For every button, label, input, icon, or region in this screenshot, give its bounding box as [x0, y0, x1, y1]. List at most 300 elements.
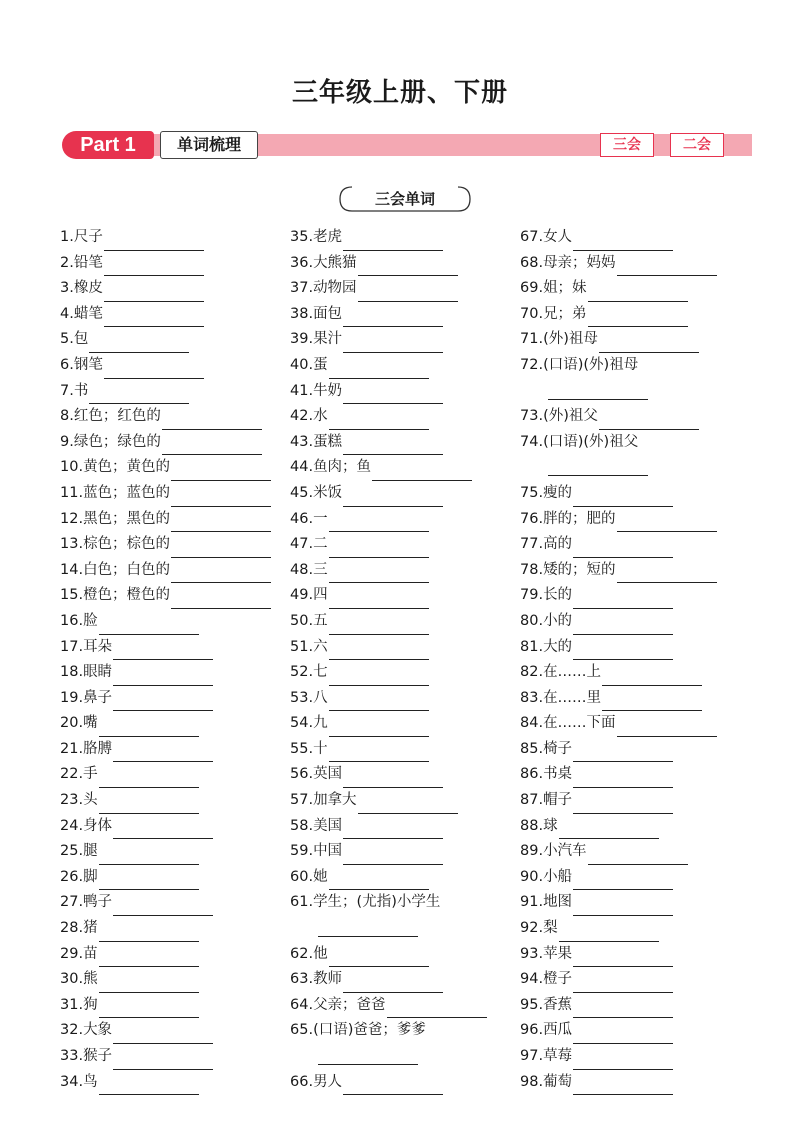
- answer-blank[interactable]: [89, 335, 189, 353]
- vocab-item: [520, 609, 770, 635]
- answer-blank[interactable]: [343, 335, 443, 353]
- vocab-number: 5.: [60, 331, 74, 348]
- answer-blank[interactable]: [329, 719, 429, 737]
- vocab-number: 53.: [290, 689, 314, 706]
- vocab-item: [290, 430, 540, 456]
- vocab-word: 书桌: [543, 766, 573, 783]
- vocab-item: [520, 993, 770, 1019]
- vocab-number: 22.: [60, 766, 84, 783]
- vocab-item: [520, 404, 770, 430]
- vocab-number: 55.: [290, 740, 314, 757]
- vocab-item: [60, 993, 310, 1019]
- vocab-number: 6.: [60, 356, 74, 373]
- vocab-item: [60, 225, 310, 251]
- vocab-item: [520, 481, 770, 507]
- answer-blank[interactable]: [573, 1077, 673, 1095]
- vocab-item: [290, 558, 540, 584]
- vocab-word: 地图: [543, 894, 573, 911]
- answer-blank[interactable]: [329, 744, 429, 762]
- answer-blank[interactable]: [599, 412, 699, 430]
- answer-blank[interactable]: [329, 642, 429, 660]
- answer-blank[interactable]: [387, 1000, 487, 1018]
- answer-blank[interactable]: [162, 412, 262, 430]
- vocab-word: 猪: [83, 920, 98, 937]
- answer-blank[interactable]: [329, 617, 429, 635]
- vocab-number: 60.: [290, 868, 314, 885]
- vocab-number: 84.: [520, 715, 544, 732]
- vocab-number: 21.: [60, 740, 84, 757]
- vocab-word: 香蕉: [543, 996, 573, 1013]
- answer-blank[interactable]: [573, 898, 673, 916]
- answer-blank[interactable]: [343, 437, 443, 455]
- vocab-word: 红色；红色的: [73, 408, 161, 425]
- vocab-word: 五: [313, 612, 328, 629]
- vocab-word: 四: [313, 587, 328, 604]
- answer-blank[interactable]: [617, 258, 717, 276]
- answer-blank[interactable]: [358, 284, 458, 302]
- vocab-word: 在……里: [543, 689, 602, 706]
- answer-blank[interactable]: [171, 591, 271, 609]
- vocab-item: [290, 379, 540, 405]
- answer-blank[interactable]: [343, 309, 443, 327]
- vocab-number: 19.: [60, 689, 84, 706]
- vocab-word: 教师: [313, 971, 343, 988]
- answer-blank[interactable]: [372, 463, 472, 481]
- vocab-number: 45.: [290, 484, 314, 501]
- vocab-word: 动物园: [313, 280, 357, 297]
- vocab-item: [60, 583, 310, 609]
- vocab-word: 二: [313, 536, 328, 553]
- level-tag-three: 三会: [600, 133, 654, 157]
- vocab-number: 30.: [60, 971, 84, 988]
- vocab-item: [60, 609, 310, 635]
- vocab-item: [520, 251, 770, 277]
- vocab-number: 14.: [60, 561, 84, 578]
- vocab-item: [290, 737, 540, 763]
- answer-blank[interactable]: [617, 719, 717, 737]
- vocab-word: 蛋糕: [313, 433, 343, 450]
- answer-blank[interactable]: [343, 770, 443, 788]
- subheading: [338, 185, 472, 213]
- vocab-item: [520, 737, 770, 763]
- vocab-item: [290, 967, 540, 993]
- answer-blank[interactable]: [99, 1077, 199, 1095]
- answer-blank[interactable]: [162, 437, 262, 455]
- vocab-word: 加拿大: [313, 792, 357, 809]
- answer-blank[interactable]: [329, 514, 429, 532]
- answer-blank[interactable]: [573, 591, 673, 609]
- answer-blank[interactable]: [113, 744, 213, 762]
- answer-blank[interactable]: [573, 796, 673, 814]
- answer-blank[interactable]: [358, 796, 458, 814]
- vocab-number: 37.: [290, 280, 314, 297]
- vocab-word: 球: [543, 817, 558, 834]
- answer-blank[interactable]: [99, 617, 199, 635]
- answer-blank[interactable]: [548, 379, 648, 400]
- vocab-word: 手: [83, 766, 98, 783]
- answer-blank[interactable]: [588, 284, 688, 302]
- vocab-word: (口语)(外)祖父: [543, 433, 639, 450]
- vocab-item: [290, 302, 540, 328]
- vocab-item: [290, 251, 540, 277]
- vocab-item: [60, 711, 310, 737]
- answer-blank[interactable]: [113, 1052, 213, 1070]
- answer-blank[interactable]: [573, 744, 673, 762]
- answer-blank[interactable]: [343, 489, 443, 507]
- vocab-word: 葡萄: [543, 1073, 573, 1090]
- vocab-item: [520, 276, 770, 302]
- vocab-item: [60, 327, 310, 353]
- vocab-word: 梨: [543, 920, 558, 937]
- vocab-word: 耳朵: [83, 638, 113, 655]
- vocab-item: [290, 839, 540, 865]
- vocab-number: 93.: [520, 945, 544, 962]
- vocab-column-3: [520, 225, 770, 1095]
- answer-blank[interactable]: [104, 361, 204, 379]
- vocab-number: 57.: [290, 792, 314, 809]
- vocab-number: 58.: [290, 817, 314, 834]
- answer-blank[interactable]: [104, 309, 204, 327]
- vocab-word: 脸: [83, 612, 98, 629]
- vocab-item: [60, 916, 310, 942]
- vocab-word: 老虎: [313, 229, 343, 245]
- vocab-number: 94.: [520, 971, 544, 988]
- answer-blank[interactable]: [329, 949, 429, 967]
- vocab-number: 96.: [520, 1022, 544, 1039]
- vocab-number: 80.: [520, 612, 544, 629]
- answer-blank[interactable]: [113, 642, 213, 660]
- answer-blank[interactable]: [599, 335, 699, 353]
- vocab-number: 3.: [60, 280, 74, 297]
- answer-blank[interactable]: [573, 872, 673, 890]
- vocab-word: 小船: [543, 868, 573, 885]
- answer-blank[interactable]: [171, 514, 271, 532]
- vocab-word: (口语)爸爸；爹爹: [313, 1022, 426, 1039]
- vocab-word: 钢笔: [73, 356, 103, 373]
- vocab-item: [60, 558, 310, 584]
- vocab-word: 大熊猫: [313, 254, 357, 271]
- answer-blank[interactable]: [99, 924, 199, 942]
- vocab-number: 59.: [290, 843, 314, 860]
- vocab-number: 65.: [290, 1022, 314, 1039]
- answer-blank[interactable]: [329, 668, 429, 686]
- vocab-word: 男人: [313, 1073, 343, 1090]
- vocab-item: [60, 430, 310, 456]
- vocab-number: 90.: [520, 868, 544, 885]
- answer-blank[interactable]: [329, 540, 429, 558]
- vocab-number: 83.: [520, 689, 544, 706]
- vocab-word: 高的: [543, 536, 573, 553]
- vocab-number: 75.: [520, 484, 544, 501]
- answer-blank[interactable]: [113, 668, 213, 686]
- answer-blank[interactable]: [171, 489, 271, 507]
- vocab-item: [290, 609, 540, 635]
- answer-blank[interactable]: [171, 463, 271, 481]
- answer-blank[interactable]: [104, 284, 204, 302]
- vocab-number: 81.: [520, 638, 544, 655]
- vocab-column-2: [290, 225, 540, 1095]
- vocab-word: 他: [313, 945, 328, 962]
- answer-blank[interactable]: [573, 770, 673, 788]
- vocab-word: (外)祖母: [543, 331, 598, 348]
- vocab-word: 黑色；黑色的: [83, 510, 171, 527]
- vocab-number: 86.: [520, 766, 544, 783]
- vocab-item: [60, 967, 310, 993]
- answer-blank[interactable]: [99, 847, 199, 865]
- vocab-word: 小汽车: [543, 843, 587, 860]
- vocab-number: 12.: [60, 510, 84, 527]
- vocab-item: [60, 942, 310, 968]
- answer-blank[interactable]: [113, 693, 213, 711]
- vocab-word: 英国: [313, 766, 343, 783]
- vocab-word: 牛奶: [313, 382, 343, 399]
- answer-blank[interactable]: [171, 565, 271, 583]
- vocab-item: [290, 583, 540, 609]
- vocab-number: 15.: [60, 587, 84, 604]
- vocab-item: [60, 276, 310, 302]
- vocab-number: 2.: [60, 254, 74, 271]
- answer-blank[interactable]: [99, 949, 199, 967]
- vocab-item: [520, 788, 770, 814]
- vocab-word: 橡皮: [73, 280, 103, 297]
- vocab-number: 43.: [290, 433, 314, 450]
- vocab-word: 猴子: [83, 1048, 113, 1064]
- vocab-item: [290, 865, 540, 891]
- vocab-item: [520, 302, 770, 328]
- answer-blank[interactable]: [573, 1000, 673, 1018]
- vocab-word: 果汁: [313, 331, 343, 348]
- answer-blank[interactable]: [343, 386, 443, 404]
- vocab-number: 33.: [60, 1048, 84, 1064]
- answer-blank[interactable]: [343, 821, 443, 839]
- answer-blank[interactable]: [559, 821, 659, 839]
- vocab-word: 尺子: [73, 229, 103, 245]
- answer-blank[interactable]: [548, 455, 648, 476]
- vocab-word: 绿色；绿色的: [73, 433, 161, 450]
- answer-blank[interactable]: [358, 258, 458, 276]
- vocab-number: 87.: [520, 792, 544, 809]
- vocab-word: 苹果: [543, 945, 573, 962]
- vocab-item: [520, 865, 770, 891]
- vocab-item: [290, 455, 540, 481]
- vocab-item: [60, 814, 310, 840]
- vocab-item: [520, 327, 770, 353]
- vocab-item: [520, 1018, 770, 1044]
- vocab-item: [520, 1044, 770, 1070]
- answer-blank[interactable]: [171, 540, 271, 558]
- answer-blank[interactable]: [99, 872, 199, 890]
- part-banner: [62, 131, 752, 159]
- vocab-number: 62.: [290, 945, 314, 962]
- answer-blank[interactable]: [99, 975, 199, 993]
- answer-blank[interactable]: [329, 872, 429, 890]
- vocab-number: 35.: [290, 229, 314, 245]
- vocab-item: [520, 839, 770, 865]
- vocab-number: 46.: [290, 510, 314, 527]
- page-title: 三年级上册、下册: [291, 78, 508, 108]
- answer-blank[interactable]: [113, 898, 213, 916]
- answer-blank[interactable]: [617, 565, 717, 583]
- vocab-item: [290, 942, 540, 968]
- answer-blank[interactable]: [573, 489, 673, 507]
- vocab-number: 48.: [290, 561, 314, 578]
- answer-blank[interactable]: [99, 719, 199, 737]
- vocab-word: 帽子: [543, 792, 573, 809]
- answer-blank[interactable]: [104, 233, 204, 251]
- answer-blank[interactable]: [573, 540, 673, 558]
- vocab-word: 父亲；爸爸: [313, 996, 386, 1013]
- vocab-word: 十: [313, 740, 328, 757]
- answer-blank[interactable]: [588, 309, 688, 327]
- answer-blank[interactable]: [329, 412, 429, 430]
- vocab-word: 学生；(尤指)小学生: [313, 894, 441, 911]
- answer-blank[interactable]: [588, 847, 688, 865]
- vocab-word: 她: [313, 868, 328, 885]
- vocab-item: [60, 788, 310, 814]
- answer-blank[interactable]: [343, 233, 443, 251]
- answer-blank[interactable]: [573, 975, 673, 993]
- answer-blank[interactable]: [573, 1052, 673, 1070]
- answer-blank[interactable]: [602, 668, 702, 686]
- vocab-word: 母亲；妈妈: [543, 254, 616, 271]
- section-title: 单词梳理: [160, 131, 258, 159]
- vocab-number: 41.: [290, 382, 314, 399]
- answer-blank[interactable]: [329, 693, 429, 711]
- vocab-number: 16.: [60, 612, 84, 629]
- vocab-word: (外)祖父: [543, 408, 598, 425]
- vocab-item: [520, 353, 770, 404]
- vocab-number: 79.: [520, 587, 544, 604]
- vocab-number: 23.: [60, 792, 84, 809]
- vocab-number: 71.: [520, 331, 544, 348]
- vocab-word: 六: [313, 638, 328, 655]
- vocab-item: [290, 532, 540, 558]
- vocab-item: [520, 660, 770, 686]
- vocab-word: 苗: [83, 945, 98, 962]
- vocab-item: [290, 327, 540, 353]
- vocab-number: 9.: [60, 433, 74, 450]
- vocab-word: 在……上: [543, 664, 602, 681]
- vocab-word: 铅笔: [73, 254, 103, 271]
- answer-blank[interactable]: [318, 916, 418, 937]
- vocab-number: 97.: [520, 1048, 544, 1064]
- answer-blank[interactable]: [104, 258, 204, 276]
- vocab-word: 腿: [83, 843, 98, 860]
- vocab-word: 黄色；黄色的: [83, 459, 171, 476]
- vocab-number: 51.: [290, 638, 314, 655]
- vocab-word: 身体: [83, 817, 113, 834]
- vocab-item: [290, 481, 540, 507]
- vocab-word: 七: [313, 664, 328, 681]
- vocab-item: [60, 251, 310, 277]
- answer-blank[interactable]: [329, 591, 429, 609]
- vocab-word: 瘦的: [543, 484, 573, 501]
- vocab-item: [60, 635, 310, 661]
- answer-blank[interactable]: [318, 1044, 418, 1065]
- answer-blank[interactable]: [573, 949, 673, 967]
- vocab-item: [60, 1018, 310, 1044]
- vocab-item: [60, 1070, 310, 1096]
- vocab-item: [290, 404, 540, 430]
- vocab-number: 34.: [60, 1073, 84, 1090]
- vocab-number: 38.: [290, 305, 314, 322]
- vocab-word: 中国: [313, 843, 343, 860]
- vocab-number: 26.: [60, 868, 84, 885]
- answer-blank[interactable]: [343, 1077, 443, 1095]
- vocab-item: [60, 660, 310, 686]
- vocab-column-1: [60, 225, 310, 1095]
- answer-blank[interactable]: [329, 361, 429, 379]
- answer-blank[interactable]: [113, 1026, 213, 1044]
- vocab-item: [60, 865, 310, 891]
- answer-blank[interactable]: [573, 642, 673, 660]
- answer-blank[interactable]: [99, 796, 199, 814]
- answer-blank[interactable]: [343, 975, 443, 993]
- vocab-number: 49.: [290, 587, 314, 604]
- vocab-number: 25.: [60, 843, 84, 860]
- vocab-number: 89.: [520, 843, 544, 860]
- vocab-number: 72.: [520, 356, 544, 373]
- answer-blank[interactable]: [573, 1026, 673, 1044]
- answer-blank[interactable]: [99, 770, 199, 788]
- vocab-item: [290, 788, 540, 814]
- vocab-item: [60, 737, 310, 763]
- answer-blank[interactable]: [89, 386, 189, 404]
- vocab-item: [290, 353, 540, 379]
- vocab-word: 大的: [543, 638, 573, 655]
- vocab-item: [520, 558, 770, 584]
- vocab-word: 矮的；短的: [543, 561, 616, 578]
- vocab-item: [290, 1018, 540, 1069]
- vocab-number: 64.: [290, 996, 314, 1013]
- vocab-number: 78.: [520, 561, 544, 578]
- vocab-word: 长的: [543, 587, 573, 604]
- answer-blank[interactable]: [559, 924, 659, 942]
- vocab-number: 70.: [520, 305, 544, 322]
- vocab-word: 一: [313, 510, 328, 527]
- vocab-number: 13.: [60, 536, 84, 553]
- vocab-item: [520, 1070, 770, 1096]
- vocab-word: 嘴: [83, 715, 98, 732]
- vocab-item: [60, 302, 310, 328]
- vocab-word: 脚: [83, 868, 98, 885]
- answer-blank[interactable]: [573, 617, 673, 635]
- answer-blank[interactable]: [329, 565, 429, 583]
- answer-blank[interactable]: [99, 1000, 199, 1018]
- vocab-item: [520, 686, 770, 712]
- vocab-number: 7.: [60, 382, 74, 399]
- answer-blank[interactable]: [617, 514, 717, 532]
- answer-blank[interactable]: [573, 233, 673, 251]
- vocab-number: 61.: [290, 894, 314, 911]
- vocab-word: 包: [73, 331, 89, 348]
- vocab-word: 草莓: [543, 1048, 573, 1064]
- vocab-item: [520, 635, 770, 661]
- vocab-number: 36.: [290, 254, 314, 271]
- vocab-number: 24.: [60, 817, 84, 834]
- vocab-number: 68.: [520, 254, 544, 271]
- vocab-word: 椅子: [543, 740, 573, 757]
- answer-blank[interactable]: [602, 693, 702, 711]
- vocab-number: 47.: [290, 536, 314, 553]
- vocab-item: [520, 967, 770, 993]
- answer-blank[interactable]: [343, 847, 443, 865]
- answer-blank[interactable]: [113, 821, 213, 839]
- vocab-number: 27.: [60, 894, 84, 911]
- vocab-number: 91.: [520, 894, 544, 911]
- vocab-item: [520, 225, 770, 251]
- vocab-word: 小的: [543, 612, 573, 629]
